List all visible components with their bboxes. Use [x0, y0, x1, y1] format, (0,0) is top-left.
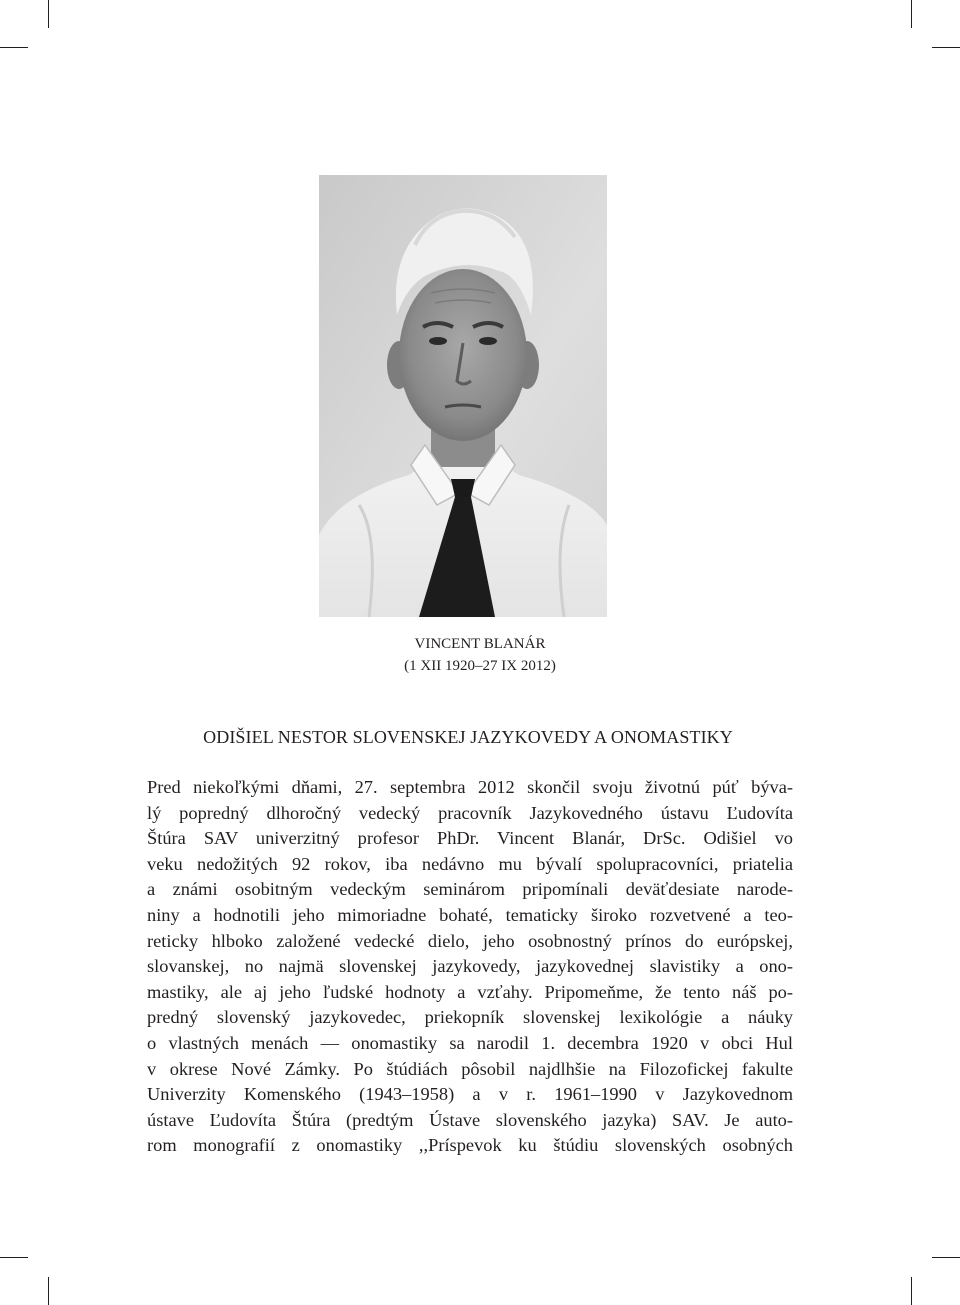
crop-mark-top-right-horizontal: [932, 47, 960, 48]
body-line: a známi osobitným vedeckým seminárom pripomínali deväťdesiate narode-: [147, 879, 793, 900]
body-line: v okrese Nové Zámky. Po štúdiách pôsobil najdlhšie na Filozofickej fakulte: [147, 1058, 793, 1079]
body-line: rom monografií z onomastiky ,,Príspevok ku štúdiu slovenských osobných: [147, 1135, 793, 1156]
body-line: slovanskej, no najmä slovenskej jazykovedy, jazykovednej slavistiky a ono-: [147, 956, 793, 977]
body-line: mastiky, ale aj jeho ľudské hodnoty a vzťahy. Pripomeňme, že tento náš po-: [147, 981, 793, 1002]
body-line: Pred niekoľkými dňami, 27. septembra 2012 skončil svoju životnú púť býva-: [147, 777, 793, 797]
body-line: Univerzity Komenského (1943–1958) a v r. 1961–1990 v Jazykovednom: [147, 1084, 793, 1105]
photo-caption-name: VINCENT BLANÁR: [414, 636, 546, 652]
body-line: reticky hlboko založené vedecké dielo, jeho osobnostný prínos do európskej,: [147, 930, 793, 951]
crop-mark-top-left-horizontal: [0, 47, 28, 48]
body-line: lý popredný dlhoročný vedecký pracovník Jazykovedného ústavu Ľudovíta: [147, 802, 793, 823]
crop-mark-top-left-vertical: [48, 0, 49, 28]
crop-mark-bottom-right-vertical: [911, 1277, 912, 1305]
article-body: [147, 775, 793, 1159]
crop-mark-bottom-right-horizontal: [932, 1257, 960, 1258]
crop-mark-bottom-left-vertical: [48, 1277, 49, 1305]
article-title: ODIŠIEL NESTOR SLOVENSKEJ JAZYKOVEDY A ONOMASTIKY: [203, 727, 733, 747]
crop-mark-top-right-vertical: [911, 0, 912, 28]
body-line: ústave Ľudovíta Štúra (predtým Ústave slovenského jazyka) SAV. Je auto-: [147, 1109, 793, 1130]
body-line: predný slovenský jazykovedec, priekopník slovenskej lexikológie a náuky: [147, 1007, 793, 1028]
photo-caption-dates: (1 XII 1920–27 IX 2012): [404, 658, 556, 674]
crop-mark-bottom-left-horizontal: [0, 1257, 28, 1258]
body-line: niny a hodnotili jeho mimoriadne bohaté, tematicky široko rozvetvené a teo-: [147, 904, 793, 925]
body-line: veku nedožitých 92 rokov, iba nedávno mu bývalí spolupracovníci, priatelia: [147, 853, 793, 874]
body-line: Štúra SAV univerzitný profesor PhDr. Vincent Blanár, DrSc. Odišiel vo: [147, 828, 793, 849]
portrait-photo: [319, 175, 607, 617]
body-line: o vlastných menách — onomastiky sa narodil 1. decembra 1920 v obci Hul: [147, 1032, 793, 1053]
